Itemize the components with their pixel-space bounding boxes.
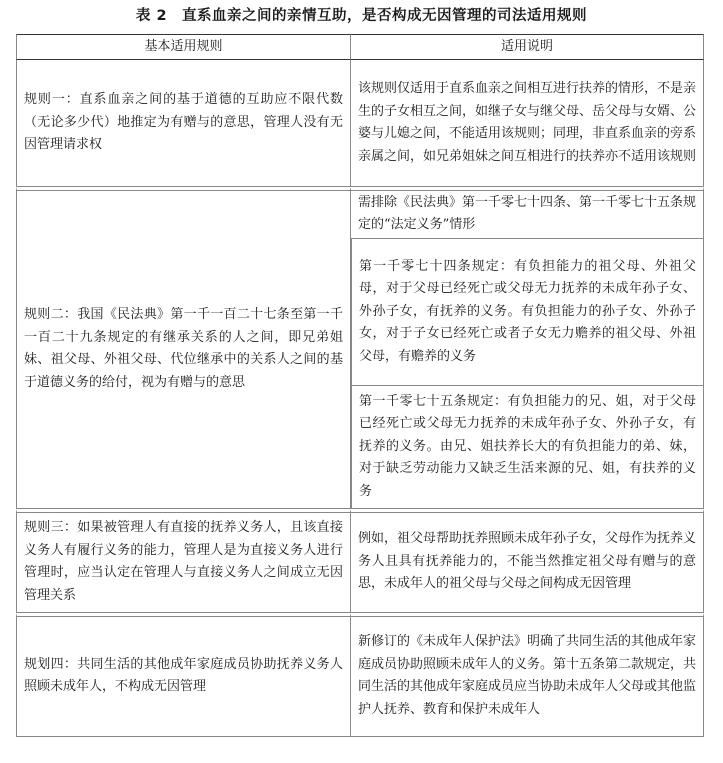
rule-3-note: 例如，祖父母帮助抚养照顾未成年孙子女，父母作为抚养义务人且具有抚养能力的，不能当然推定祖父母有赠与的意思，未成年人的祖父母与父母之间构成无因管理 <box>351 509 704 613</box>
rule-1-text: 规则一：直系血亲之间的基于道德的互助应不限代数（无论多少代）地推定为有赠与的意思，管理人没有无因管理请求权 <box>16 60 351 187</box>
rule-2-note-2: 第一千零七十四条规定：有负担能力的祖父母、外祖父母，对于父母已经死亡或父母无力抚养的未成年孙子女、外孙子女，有抚养的义务。有负担能力的孙子女、外孙子女，对于子女已经死亡或者子女无力赡养的祖父母、外祖父母，有赡养的义务 <box>351 239 704 386</box>
rule-2-note-3: 第一千零七十五条规定：有负担能力的兄、姐，对于父母已经死亡或父母无力抚养的未成年孙子女、外孙子女，有抚养的义务。由兄、姐扶养长大的有负担能力的弟、妹，对于缺乏劳动能力又缺乏生活来源的兄、姐，有扶养的义务 <box>351 386 704 509</box>
table-row <box>16 509 704 613</box>
rule-4-note: 新修订的《未成年人保护法》明确了共同生活的其他成年家庭成员协助照顾未成年人的义务。第十五条第二款规定，共同生活的其他成年家庭成员应当协助未成年人父母或其他监护人抚养、教育和保护未成年人 <box>351 613 704 737</box>
rule-3-text: 规则三：如果被管理人有直接的抚养义务人，且该直接义务人有履行义务的能力，管理人是为直接义务人进行管理时，应当认定在管理人与直接义务人之间成立无因管理关系 <box>16 509 351 613</box>
header-basic-rules: 基本适用规则 <box>16 34 351 60</box>
rule-2-note-1: 需排除《民法典》第一千零七十四条、第一千零七十五条规定的“法定义务”情形 <box>351 187 704 239</box>
rule-2-text: 规则二：我国《民法典》第一千一百二十七条至第一千一百二十九条规定的有继承关系的人之间，即兄弟姐妹、祖父母、外祖父母、代位继承中的关系人之间的基于道德义务的给付，视为有赠与的意思 <box>16 187 351 509</box>
rules-table <box>16 34 704 737</box>
rule-1-note: 该规则仅适用于直系血亲之间相互进行扶养的情形，不是亲生的子女相互之间，如继子女与继父母、岳父母与女婿、公婆与儿媳之间，不能适用该规则；同理，非直系血亲的旁系亲属之间，如兄弟姐妹之间互相进行的扶养亦不适用该规则 <box>351 60 704 187</box>
table-caption: 表 2 直系血亲之间的亲情互助，是否构成无因管理的司法适用规则 <box>135 8 588 24</box>
table-row <box>16 60 704 187</box>
header-explanation: 适用说明 <box>351 34 704 60</box>
table-header-row <box>16 34 704 60</box>
table-row <box>16 187 704 239</box>
table-row <box>16 613 704 737</box>
rule-4-text: 规划四：共同生活的其他成年家庭成员协助抚养义务人照顾未成年人，不构成无因管理 <box>16 613 351 737</box>
